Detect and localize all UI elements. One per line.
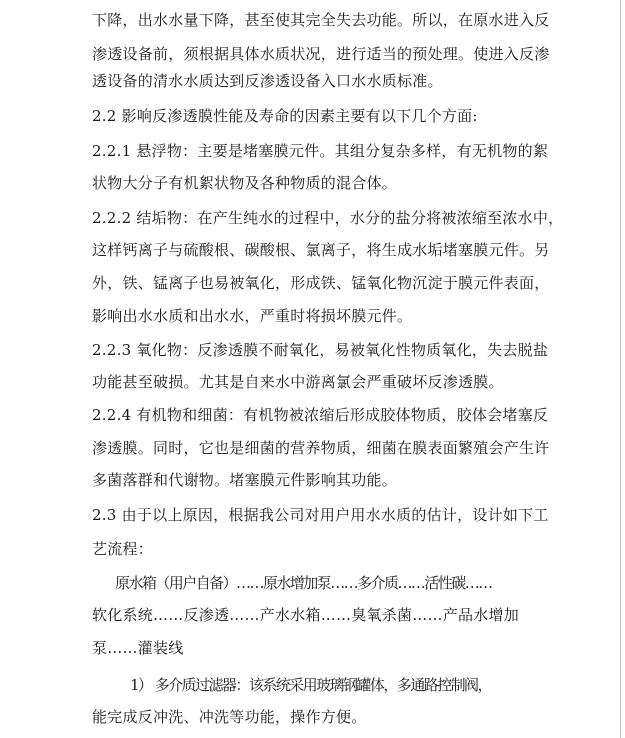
process-flow-line: 原水箱（用户自备）……原水增加泵……多介质……活性碳…… [115, 574, 492, 592]
text-line: 多菌落群和代谢物。堵塞膜元件影响其功能。 [92, 471, 398, 489]
text-line: 功能甚至破损。尤其是自来水中游离氯会严重破坏反渗透膜。 [92, 373, 504, 391]
text-line: 渗透膜。同时，它也是细菌的营养物质，细菌在膜表面繁殖会产生许 [92, 439, 550, 457]
text-line: 透设备的清水水质达到反渗透设备入口水水质标准。 [92, 72, 443, 90]
text-line: 2.2.4 有机物和细菌：有机物被浓缩后形成胶体物质，胶体会堵塞反 [92, 406, 549, 424]
text-line: 影响出水水质和出水水，严重时将损坏膜元件。 [92, 307, 413, 325]
text-line: 渗透设备前，须根据具体水质状况，进行适当的预处理。使进入反渗 [92, 45, 550, 63]
process-flow-line: 泵……灌装线 [92, 639, 184, 657]
text-line: 这样钙离子与硫酸根、碳酸根、氯离子，将生成水垢堵塞膜元件。另 [92, 241, 550, 259]
section-heading-2-2: 2.2 影响反渗透膜性能及寿命的因素主要有以下几个方面: [92, 107, 478, 125]
section-heading-2-3: 2.3 由于以上原因，根据我公司对用户用水水质的估计，设计如下工 [92, 506, 549, 524]
text-line: 能完成反冲洗、冲洗等功能，操作方便。 [92, 708, 367, 726]
text-line: 状物大分子有机絮状物及各种物质的混合体。 [92, 174, 398, 192]
text-line: 2.2.2 结垢物：在产生纯水的过程中，水分的盐分将被浓缩至浓水中， [92, 209, 564, 227]
text-line: 艺流程： [92, 540, 154, 558]
list-item-1: 1） 多介质过滤器：该系统采用玻璃钢罐体，多通路控制阀， [130, 676, 491, 694]
text-line: 下降，出水水量下降，甚至使其完全失去功能。所以，在原水进入反 [92, 11, 550, 29]
page-edge-rule [620, 0, 621, 738]
text-line: 2.2.1 悬浮物：主要是堵塞膜元件。其组分复杂多样，有无机物的絮 [92, 142, 549, 160]
text-line: 2.2.3 氧化物：反渗透膜不耐氧化，易被氧化性物质氧化，失去脱盐 [92, 341, 549, 359]
text-line: 外，铁、锰离子也易被氧化，形成铁、锰氧化物沉淀于膜元件表面， [92, 274, 550, 292]
process-flow-line: 软化系统……反渗透……产水水箱……臭氧杀菌……产品水增加 [92, 606, 520, 624]
